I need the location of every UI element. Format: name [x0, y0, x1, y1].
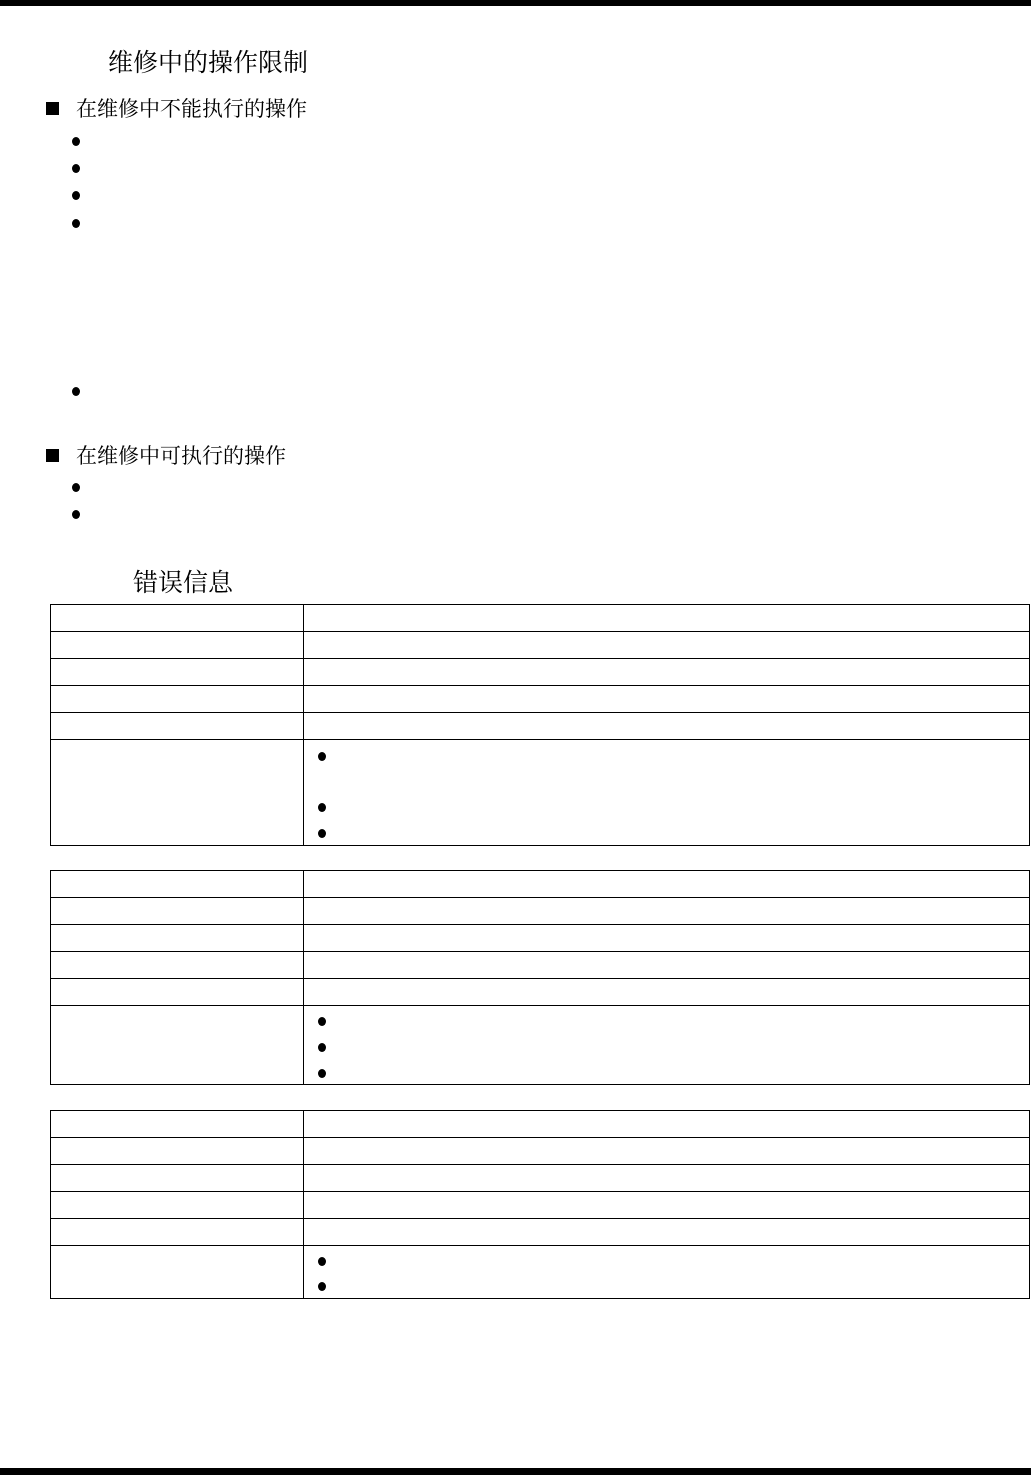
table-row	[51, 740, 1030, 846]
bullet-icon	[72, 387, 80, 396]
bullet-icon	[72, 191, 80, 200]
table-row	[51, 1219, 1030, 1246]
table-row	[51, 871, 1030, 898]
table-row	[51, 1111, 1030, 1138]
error-message-table-2	[50, 870, 1030, 1085]
bullet-icon	[318, 829, 326, 838]
table-row	[51, 925, 1030, 952]
error-message-table-3	[50, 1110, 1030, 1299]
filled-square-icon	[46, 449, 59, 462]
table-row	[51, 1138, 1030, 1165]
filled-square-icon	[46, 102, 59, 115]
bullet-icon	[72, 164, 80, 173]
bullet-icon	[72, 483, 80, 492]
error-messages-heading: 错误信息	[133, 568, 234, 597]
bullet-icon	[72, 510, 80, 519]
bullet-icon	[318, 1043, 326, 1052]
table-row	[51, 898, 1030, 925]
prohibited-operations-title	[46, 95, 307, 121]
bottom-rule	[0, 1468, 1031, 1475]
bullet-icon	[318, 752, 326, 761]
table-row	[51, 713, 1030, 740]
bullet-icon	[318, 1282, 326, 1291]
bullet-icon	[318, 1017, 326, 1026]
operation-restrictions-heading: 维修中的操作限制	[108, 48, 309, 77]
table-row	[51, 686, 1030, 713]
top-rule	[0, 0, 1031, 6]
bullet-icon	[72, 219, 80, 228]
table-row	[51, 659, 1030, 686]
table-row	[51, 979, 1030, 1006]
allowed-operations-title	[46, 442, 286, 468]
prohibited-operations-label: 在维修中不能执行的操作	[76, 97, 307, 121]
table-row	[51, 632, 1030, 659]
table-row	[51, 952, 1030, 979]
allowed-operations-label: 在维修中可执行的操作	[76, 444, 286, 468]
table-row	[51, 605, 1030, 632]
table-row	[51, 1165, 1030, 1192]
bullet-icon	[72, 137, 80, 146]
bullet-icon	[318, 803, 326, 812]
error-message-table-1	[50, 604, 1030, 846]
bullet-icon	[318, 1069, 326, 1078]
bullet-icon	[318, 1257, 326, 1266]
table-row	[51, 1006, 1030, 1085]
table-row	[51, 1246, 1030, 1299]
table-row	[51, 1192, 1030, 1219]
